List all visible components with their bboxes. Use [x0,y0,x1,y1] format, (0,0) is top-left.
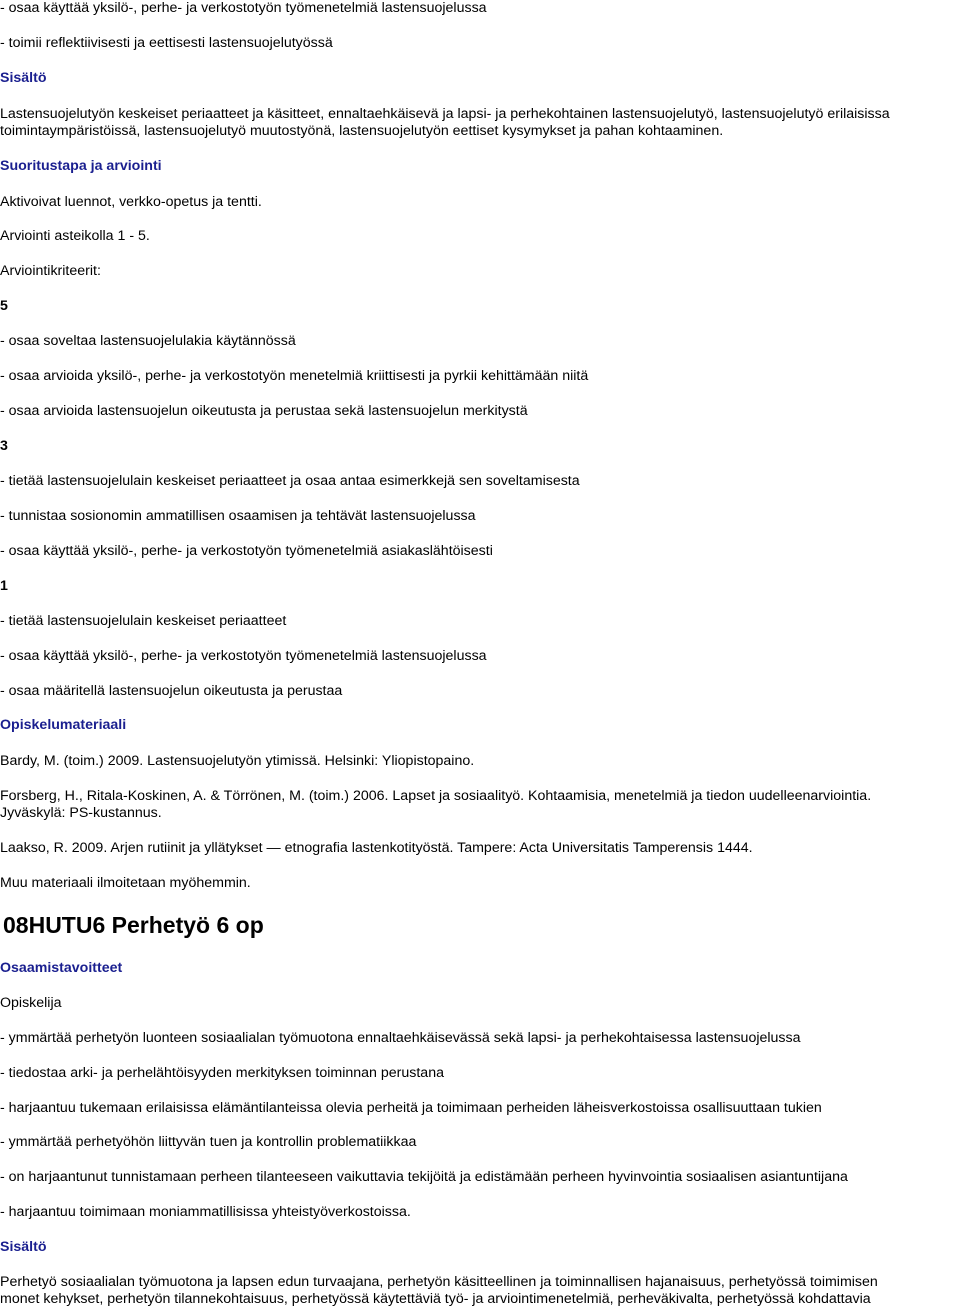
outcome-item: - tiedostaa arki- ja perhelähtöisyyden merkityksen toiminnan perustana [0,1065,444,1081]
reference-item: Laakso, R. 2009. Arjen rutiinit ja yllätykset — etnografia lastenkotityöstä. Tampere: Acta Universitatis Tamperensis 1444. [0,840,753,856]
course-title: 08HUTU6 Perhetyö 6 op [3,912,264,938]
reference-line: Jyväskylä: PS-kustannus. [0,805,162,821]
method-text: Aktivoivat luennot, verkko-opetus ja tentti. [0,194,262,210]
section-heading-outcomes: Osaamistavoitteet [0,960,123,976]
grade-number: 3 [0,438,8,454]
materials-note: Muu materiaali ilmoitetaan myöhemmin. [0,875,251,891]
criteria-item: - osaa määritellä lastensuojelun oikeutusta ja perustaa [0,683,343,699]
outcome-item: - harjaantuu tukemaan erilaisissa elämäntilanteissa olevia perheitä ja toimimaan perheiden läheisverkostoissa osallisuuttaan tukien [0,1100,822,1116]
section-heading-suoritustapa: Suoritustapa ja arviointi [0,158,162,174]
content-paragraph [0,1274,960,1308]
paragraph-line: monet kehykset, perhetyön tilannekohtaisuus, perhetyössä käytettäviä työ- ja arviointimenetelmiä, perheväkivalta, perhetyössä kohdattavia [0,1291,871,1307]
grade-number: 1 [0,578,8,594]
intro-line: - toimii reflektiivisesti ja eettisesti lastensuojelutyössä [0,35,333,51]
criteria-item: - osaa käyttää yksilö-, perhe- ja verkostotyön työmenetelmiä lastensuojelussa [0,648,487,664]
outcome-item: - ymmärtää perhetyöhön liittyvän tuen ja kontrollin problematiikkaa [0,1134,417,1150]
paragraph-line: Lastensuojelutyön keskeiset periaatteet ja käsitteet, ennaltaehkäisevä ja lapsi- ja perhekohtainen lastensuojelutyö, lastensuojelutyö erilaisissa [0,106,890,122]
criteria-item: - tietää lastensuojelulain keskeiset periaatteet [0,613,287,629]
scale-text: Arviointi asteikolla 1 - 5. [0,228,150,244]
student-label: Opiskelija [0,995,62,1011]
outcome-item: - harjaantuu toimimaan moniammatillisissa yhteistyöverkostoissa. [0,1204,411,1220]
criteria-item: - tietää lastensuojelulain keskeiset periaatteet ja osaa antaa esimerkkejä sen soveltamisesta [0,473,580,489]
reference-item [0,788,960,822]
reference-item: Bardy, M. (toim.) 2009. Lastensuojelutyön ytimissä. Helsinki: Yliopistopaino. [0,753,475,769]
paragraph-line: toimintaympäristöissä, lastensuojelutyö muutostyönä, lastensuojelutyön eettiset kysymykset ja pahan kohtaaminen. [0,123,724,139]
grade-number: 5 [0,298,8,314]
outcome-item: - on harjaantunut tunnistamaan perheen tilanteeseen vaikuttavia tekijöitä ja edistämään perheen hyvinvointia sosiaalisen asiantuntijana [0,1169,848,1185]
paragraph-line: Perhetyö sosiaalialan työmuotona ja lapsen edun turvaajana, perhetyön käsitteellinen ja toiminnallisen hajanaisuus, perhetyössä toimimisen [0,1274,878,1290]
criteria-label: Arviointikriteerit: [0,263,101,279]
intro-line: - osaa käyttää yksilö-, perhe- ja verkostotyön työmenetelmiä lastensuojelussa [0,0,487,16]
sisalto-paragraph [0,106,960,140]
section-heading-content: Sisältö [0,1239,47,1255]
section-heading-materials: Opiskelumateriaali [0,717,127,733]
criteria-item: - osaa soveltaa lastensuojelulakia käytännössä [0,333,296,349]
section-heading-sisalto: Sisältö [0,70,47,86]
criteria-item: - tunnistaa sosionomin ammatillisen osaamisen ja tehtävät lastensuojelussa [0,508,476,524]
reference-line: Forsberg, H., Ritala-Koskinen, A. & Törrönen, M. (toim.) 2006. Lapset ja sosiaalityö. Kohtaamisia, menetelmiä ja tiedon uudelleenarviointia. [0,788,872,804]
outcome-item: - ymmärtää perhetyön luonteen sosiaalialan työmuotona ennaltaehkäisevässä sekä lapsi- ja perhekohtaisessa lastensuojelussa [0,1030,801,1046]
criteria-item: - osaa arvioida lastensuojelun oikeutusta ja perustaa sekä lastensuojelun merkitystä [0,403,528,419]
criteria-item: - osaa käyttää yksilö-, perhe- ja verkostotyön työmenetelmiä asiakaslähtöisesti [0,543,493,559]
criteria-item: - osaa arvioida yksilö-, perhe- ja verkostotyön menetelmiä kriittisesti ja pyrkii kehittämään niitä [0,368,589,384]
